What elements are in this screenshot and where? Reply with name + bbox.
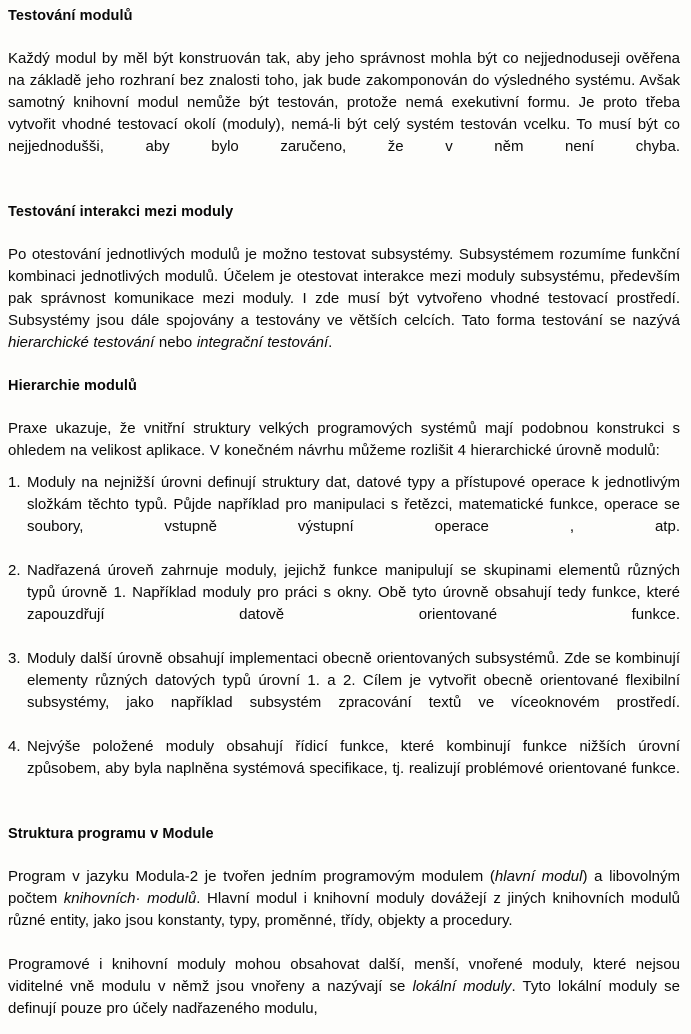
paragraph-testovani-modulu [8,48,680,180]
paragraph-hierarchie-modulu [8,418,680,462]
section-heading-struktura-programu: Struktura programu v Module [8,826,214,842]
emphasis-integracni-testovani: integrační testování [196,334,329,351]
list-item-text: Nadřazená úroveň zahrnuje moduly, jejichž funkce manipulují se skupinami elementů různých typů úrovně 1. Například moduly pro práci s okny. Obě tyto úrovně obsahují tedy funkce, které zapouzdřují datově orientované funkce. [27,562,680,623]
paragraph-testovani-interakci [8,244,680,354]
paragraph-program-v-jazyku [8,866,680,932]
emphasis-lokalni-moduly: lokální moduly [412,978,512,995]
spacer [8,222,680,244]
list-item [8,472,680,560]
list-item-text: Moduly další úrovně obsahují implementaci obecně orientovaných subsystémů. Zde se kombinují elementy různých datových typů úrovní 1. a 2. Cílem je vytvořit obecně orientované flexibilní subsystémy, jako například subsystém zpracování textů ve víceoknovém prostředí. [27,650,680,711]
paragraph-programove-knihovni [8,954,680,1020]
spacer [8,462,680,472]
paragraph-text: Praxe ukazuje, že vnitřní struktury velkých programových systémů mají podobnou konstrukci s ohledem na velikost aplikace. V konečném návrhu můžeme rozlišit 4 hierarchické úrovně modulů: [8,420,680,459]
spacer [8,802,680,824]
list-item [8,560,680,648]
list-item [8,648,680,736]
paragraph-text-end: . Hlavní modul i knihovní moduly dovážejí z jiných knihovních modulů různé entity, jako jsou konstanty, typy, proměnné, třídy, objekty a procedury. [8,890,680,929]
section-heading-hierarchie-modulu: Hierarchie modulů [8,378,138,394]
list-item-text: Nejvýše položené moduly obsahují řídicí funkce, které kombinují funkce nižších úrovní způsobem, aby byla naplněna systémová specifikace, tj. realizují problémové orientované funkce. [27,738,680,777]
paragraph-text: Každý modul by měl být konstruován tak, aby jeho správnost mohla být co nejjednoduseji ověřena na základě jeho rozhraní bez znalosti toho, jak bude zakomponován do výsledného systému. Avšak samotný knihovní modul nemůže být testován, protože nemá exekutivní formu. Je proto třeba vytvořit vhodné testovací okolí (moduly), nemá-li být celý systém testován vcelku. To musí být co nejjednodušši, aby bylo zaručeno, že v něm není chyba. [8,50,680,155]
section-heading-testovani-modulu: Testování modulů [8,8,133,24]
paragraph-text: Program v jazyku Modula-2 je tvořen jedním programovým modulem ( [8,868,495,885]
list-item-text: Moduly na nejnižší úrovni definují struktury dat, datové typy a přístupové operace k jednotlivým složkám těchto typů. Půjde například pro manipulaci s řetězci, matematické funkce, operace se soubory, vstupně výstupní operace , atp. [27,474,680,535]
paragraph-text-mid: ) a libovolným počtem [8,868,680,907]
list-item [8,736,680,802]
paragraph-text-mid: nebo [154,334,197,351]
paragraph-text: Programové i knihovní moduly mohou obsahovat další, menší, vnořené moduly, které nejsou viditelné vně modulu v němž jsou vnořeny a nazývají se [8,956,680,995]
document-body [8,6,680,1020]
spacer [8,180,680,202]
spacer [8,354,680,376]
spacer [8,844,680,866]
paragraph-text-end: . [328,334,333,351]
paragraph-text: Po otestování jednotlivých modulů je možno testovat subsystémy. Subsystémem rozumíme funkční kombinaci jednotlivých modulů. Účelem je otestovat interakce mezi moduly subsystému, především pak správnost komunikace mezi moduly. I zde musí být vytvořeno vhodné testovací prostředí. Subsystémy jsou dále spojovány a testovány ve větších celcích. Tato forma testování se nazývá [8,246,680,329]
emphasis-hierarchicke-testovani: hierarchické testování [8,334,155,351]
paragraph-text-end: . Tyto lokální moduly se definují pouze pro účely nadřazeného modulu, [8,978,680,1017]
section-heading-testovani-interakci: Testování interakci mezi moduly [8,204,234,220]
emphasis-knihovnich-modulu: knihovních· modulů [63,890,197,907]
emphasis-hlavni-modul: hlavní modul [494,868,583,885]
spacer [8,396,680,418]
spacer [8,26,680,48]
spacer [8,932,680,954]
hierarchy-levels-list [8,472,680,802]
